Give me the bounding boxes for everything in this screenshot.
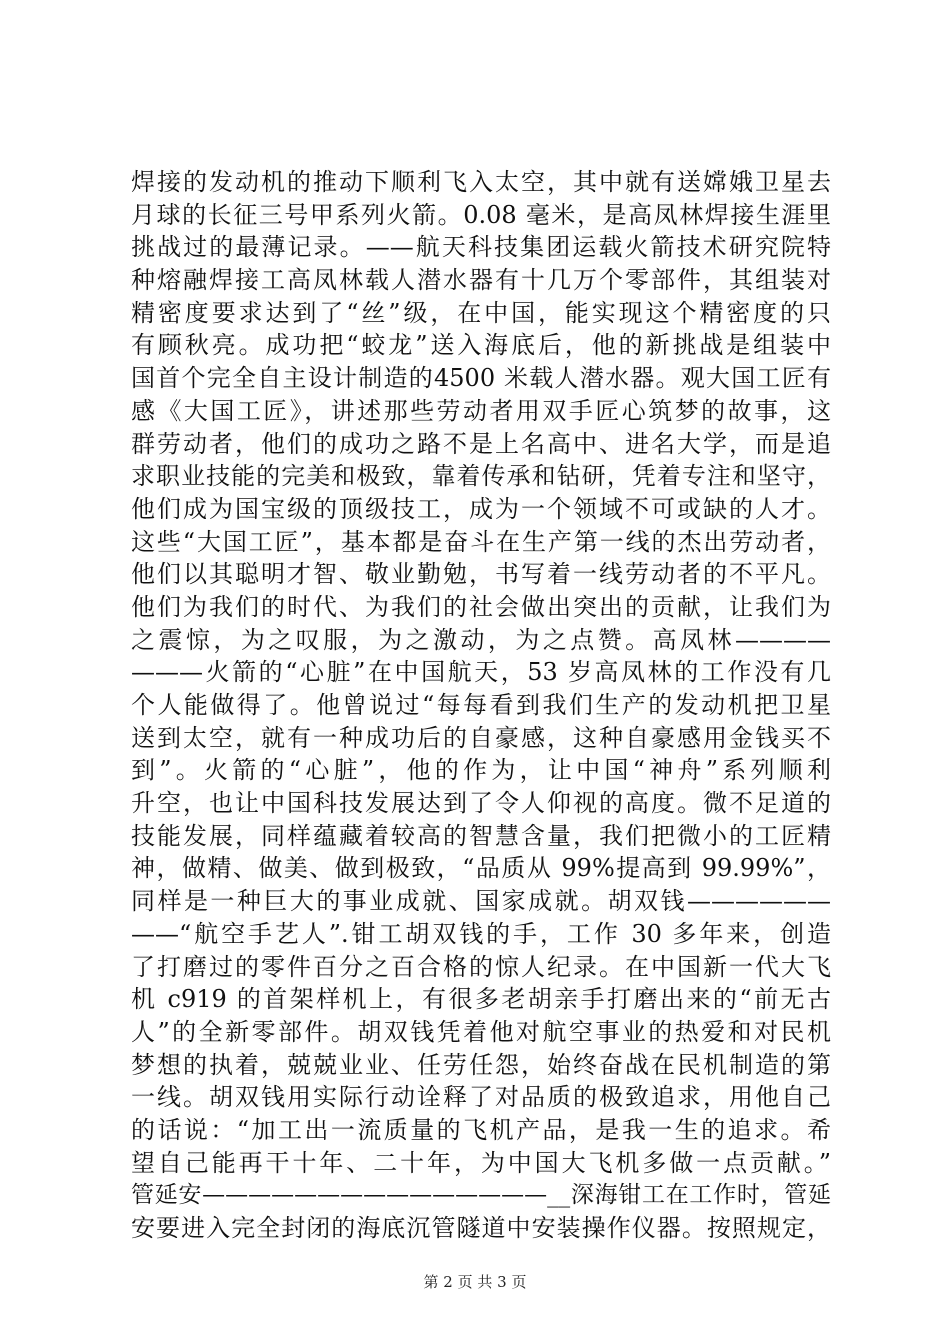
- text-line: 机 c919 的首架样机上，有很多老胡亲手打磨出来的“前无古: [131, 985, 831, 1014]
- text-line: 了打磨过的零件百分之百合格的惊人纪录。在中国新一代大飞: [131, 952, 831, 981]
- text-line: 技能发展，同样蕴藏着较高的智慧含量，我们把微小的工匠精: [131, 821, 831, 850]
- text-line: 望自己能再干十年、二十年，为中国大飞机多做一点贡献。”: [131, 1148, 831, 1177]
- text-line: 国首个完全自主设计制造的4500 米载人潜水器。观大国工匠有: [131, 364, 831, 393]
- text-line: 的话说：“加工出一流质量的飞机产品，是我一生的追求。希: [131, 1115, 831, 1144]
- text-line: 人”的全新零部件。胡双钱凭着他对航空事业的热爱和对民机: [131, 1017, 831, 1046]
- text-line: 神，做精、做美、做到极致，“品质从 99%提高到 99.99%”，: [131, 854, 831, 883]
- text-line: 这些“大国工匠”，基本都是奋斗在生产第一线的杰出劳动者，: [131, 527, 831, 556]
- text-line: 升空，也让中国科技发展达到了令人仰视的高度。微不足道的: [131, 789, 831, 818]
- text-line: 求职业技能的完美和极致，靠着传承和钻研，凭着专注和坚守，: [131, 462, 831, 491]
- text-line: 他们成为国宝级的顶级技工，成为一个领域不可或缺的人才。: [131, 494, 831, 523]
- text-line: 个人能做得了。他曾说过“每每看到我们生产的发动机把卫星: [131, 691, 831, 719]
- body-text: [131, 166, 831, 1245]
- text-line: 月球的长征三号甲系列火箭。0.08 毫米，是高凤林焊接生涯里: [131, 200, 831, 229]
- text-line: 他们以其聪明才智、敬业勤勉，书写着一线劳动者的不平凡。: [131, 560, 831, 589]
- text-line: 感《大国工匠》，讲述那些劳动者用双手匠心筑梦的故事，这: [131, 396, 831, 425]
- text-line: 有顾秋亮。成功把“蛟龙”送入海底后，他的新挑战是组装中: [131, 331, 831, 360]
- page-footer: [0, 1272, 950, 1292]
- text-line: 之震惊，为之叹服，为之激动，为之点赞。高凤林————: [131, 625, 831, 654]
- text-line: 一线。胡双钱用实际行动诠释了对品质的极致追求，用他自己: [131, 1083, 831, 1112]
- text-line: ———火箭的“心脏”在中国航天，53 岁高凤林的工作没有几: [131, 658, 831, 687]
- text-line: 精密度要求达到了“丝”级，在中国，能实现这个精密度的只: [131, 298, 831, 327]
- text-line: 管延安———————————————__深海钳工在工作时，管延: [131, 1182, 831, 1209]
- text-line: ——“航空手艺人”.钳工胡双钱的手，工作 30 多年来，创造: [131, 919, 831, 948]
- text-line: 种熔融焊接工高凤林载人潜水器有十几万个零部件，其组装对: [131, 266, 831, 295]
- text-line: 安要进入完全封闭的海底沉管隧道中安装操作仪器。按照规定，: [131, 1214, 831, 1242]
- text-line: 他们为我们的时代、为我们的社会做出突出的贡献，让我们为: [131, 592, 831, 621]
- text-line: 焊接的发动机的推动下顺利飞入太空，其中就有送嫦娥卫星去: [131, 168, 831, 196]
- text-line: 送到太空，就有一种成功后的自豪感，这种自豪感用金钱买不: [131, 723, 831, 752]
- text-line: 同样是一种巨大的事业成就、国家成就。胡双钱——————: [131, 887, 831, 916]
- page-number-label: 第 2 页 共 3 页: [423, 1273, 527, 1291]
- text-line: 梦想的执着，兢兢业业、任劳任怨，始终奋战在民机制造的第: [131, 1050, 831, 1079]
- text-line: 挑战过的最薄记录。——航天科技集团运载火箭技术研究院特: [131, 233, 831, 262]
- text-line: 到”。火箭的“心脏”，他的作为，让中国“神舟”系列顺利: [131, 756, 831, 785]
- text-line: 群劳动者，他们的成功之路不是上名高中、进名大学，而是追: [131, 429, 831, 458]
